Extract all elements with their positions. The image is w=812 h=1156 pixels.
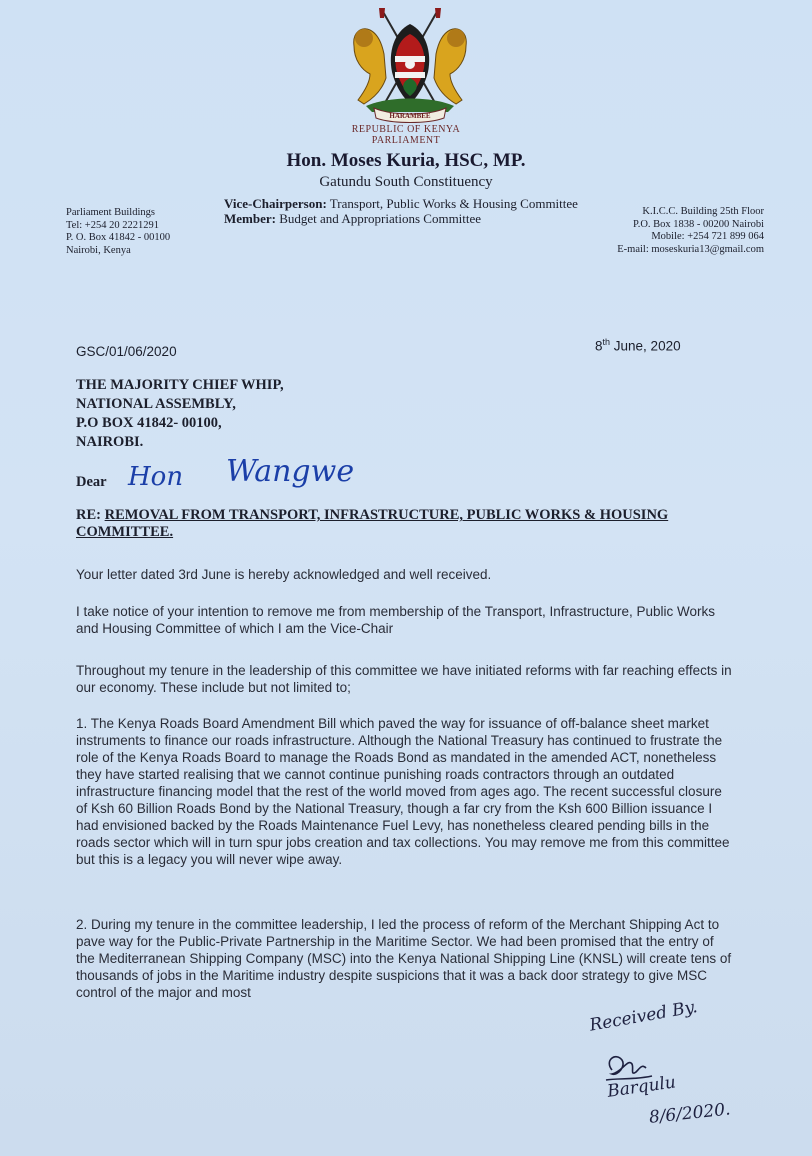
left-address-line: Parliament Buildings <box>66 207 155 218</box>
body-paragraph: 1. The Kenya Roads Board Amendment Bill which paved the way for issuance of off-balance sheet market instruments to finance our roads infrastructure. Although the National Treasury has continued to frustrate the role of the Kenya Roads Board to manage the Roads Bond as mandated in the amended ACT, nonetheless they have started realising that we cannot continue punishing roads contractors through an outdated infrastructure financing model that the rest of the world moved from ages ago. The recent successful closure of Ksh 60 Billion Roads Bond by the National Treasury, though a far cry from the Ksh 600 Billion issuance I had envisioned backed by the Roads Maintenance Fuel Levy, has nonetheless cleared pending bills in the roads sector which will in turn spur jobs creation and tax collections. You may remove me from this committee but this is a legacy you will never wipe away. <box>76 716 730 867</box>
vice-chair-value: Transport, Public Works & Housing Committee <box>326 196 578 211</box>
member-line <box>224 211 578 226</box>
mp-name: Hon. Moses Kuria, HSC, MP. <box>286 150 526 171</box>
salutation: Dear <box>76 474 107 490</box>
subject-title: REMOVAL FROM TRANSPORT, INFRASTRUCTURE, PUBLIC WORKS & HOUSING COMMITTEE. <box>76 507 669 540</box>
date-suffix: th <box>602 337 611 347</box>
parliament-label: PARLIAMENT <box>371 135 441 146</box>
recipient-address <box>76 376 284 452</box>
body-paragraph: Throughout my tenure in the leadership of this committee we have initiated reforms with far reaching effects in our economy. These include but not limited to; <box>76 663 732 695</box>
member-value: Budget and Appropriations Committee <box>275 211 482 226</box>
republic-label: REPUBLIC OF KENYA <box>351 124 461 135</box>
right-address-line: Mobile: +254 721 899 064 <box>651 231 764 242</box>
right-address-line: K.I.C.C. Building 25th Floor <box>642 206 764 217</box>
constituency: Gatundu South Constituency <box>319 174 493 190</box>
recipient-line: NAIROBI. <box>76 434 144 450</box>
right-address-line: E-mail: moseskuria13@gmail.com <box>617 243 764 255</box>
body-paragraph: 2. During my tenure in the committee leadership, I led the process of reform of the Merchant Shipping Act to pave way for the Public-Private Partnership in the Maritime Sector. We had been promised that the entry of the Mediterranean Shipping Company (MSC) into the Kenya National Shipping Line (KNSL) will create tens of thousands of jobs in the Maritime industry despite suspicions that it was a back door strategy to give MSC control of the major and most <box>76 917 732 1000</box>
republic-heading <box>0 124 812 146</box>
recipient-line: NATIONAL ASSEMBLY, <box>76 396 236 412</box>
receipt-date: 8/6/2020. <box>648 1099 732 1128</box>
left-address-line: Nairobi, Kenya <box>66 244 131 256</box>
left-address-line: Tel: +254 20 2221291 <box>66 219 159 231</box>
recipient-line: THE MAJORITY CHIEF WHIP, <box>76 377 284 393</box>
kenya-coat-of-arms-icon <box>348 8 472 126</box>
receipt-note <box>588 997 758 1146</box>
member-label: Member: <box>224 211 276 226</box>
handwritten-name: Wangwe <box>226 454 355 489</box>
left-address-line: P. O. Box 41842 - 00100 <box>66 232 171 243</box>
receipt-received-by: Received By. <box>588 997 699 1036</box>
committee-roles <box>224 196 578 226</box>
reference-number: GSC/01/06/2020 <box>76 344 177 359</box>
vice-chair-label: Vice-Chairperson: <box>224 196 327 211</box>
body-paragraph: I take notice of your intention to remove me from membership of the Transport, Infrastructure, Public Works and Housing Committee of which I am the Vice-Chair <box>76 604 716 636</box>
body-paragraph: Your letter dated 3rd June is hereby acknowledged and well received. <box>76 567 492 582</box>
emblem-motto: HARAMBEE <box>389 112 431 120</box>
date-rest: June, 2020 <box>610 338 681 354</box>
subject-prefix: RE: <box>76 507 105 523</box>
receipt-receiver-name: Barqulu <box>606 1072 678 1102</box>
recipient-line: P.O BOX 41842- 00100, <box>76 415 222 431</box>
left-address <box>66 207 170 257</box>
vice-chair-line <box>224 196 578 211</box>
handwritten-hon: Hon <box>128 462 184 492</box>
subject-line <box>76 507 716 541</box>
right-address <box>617 206 764 256</box>
letter-date <box>595 337 681 354</box>
right-address-line: P.O. Box 1838 - 00200 Nairobi <box>633 218 764 230</box>
date-day: 8 <box>595 338 603 354</box>
